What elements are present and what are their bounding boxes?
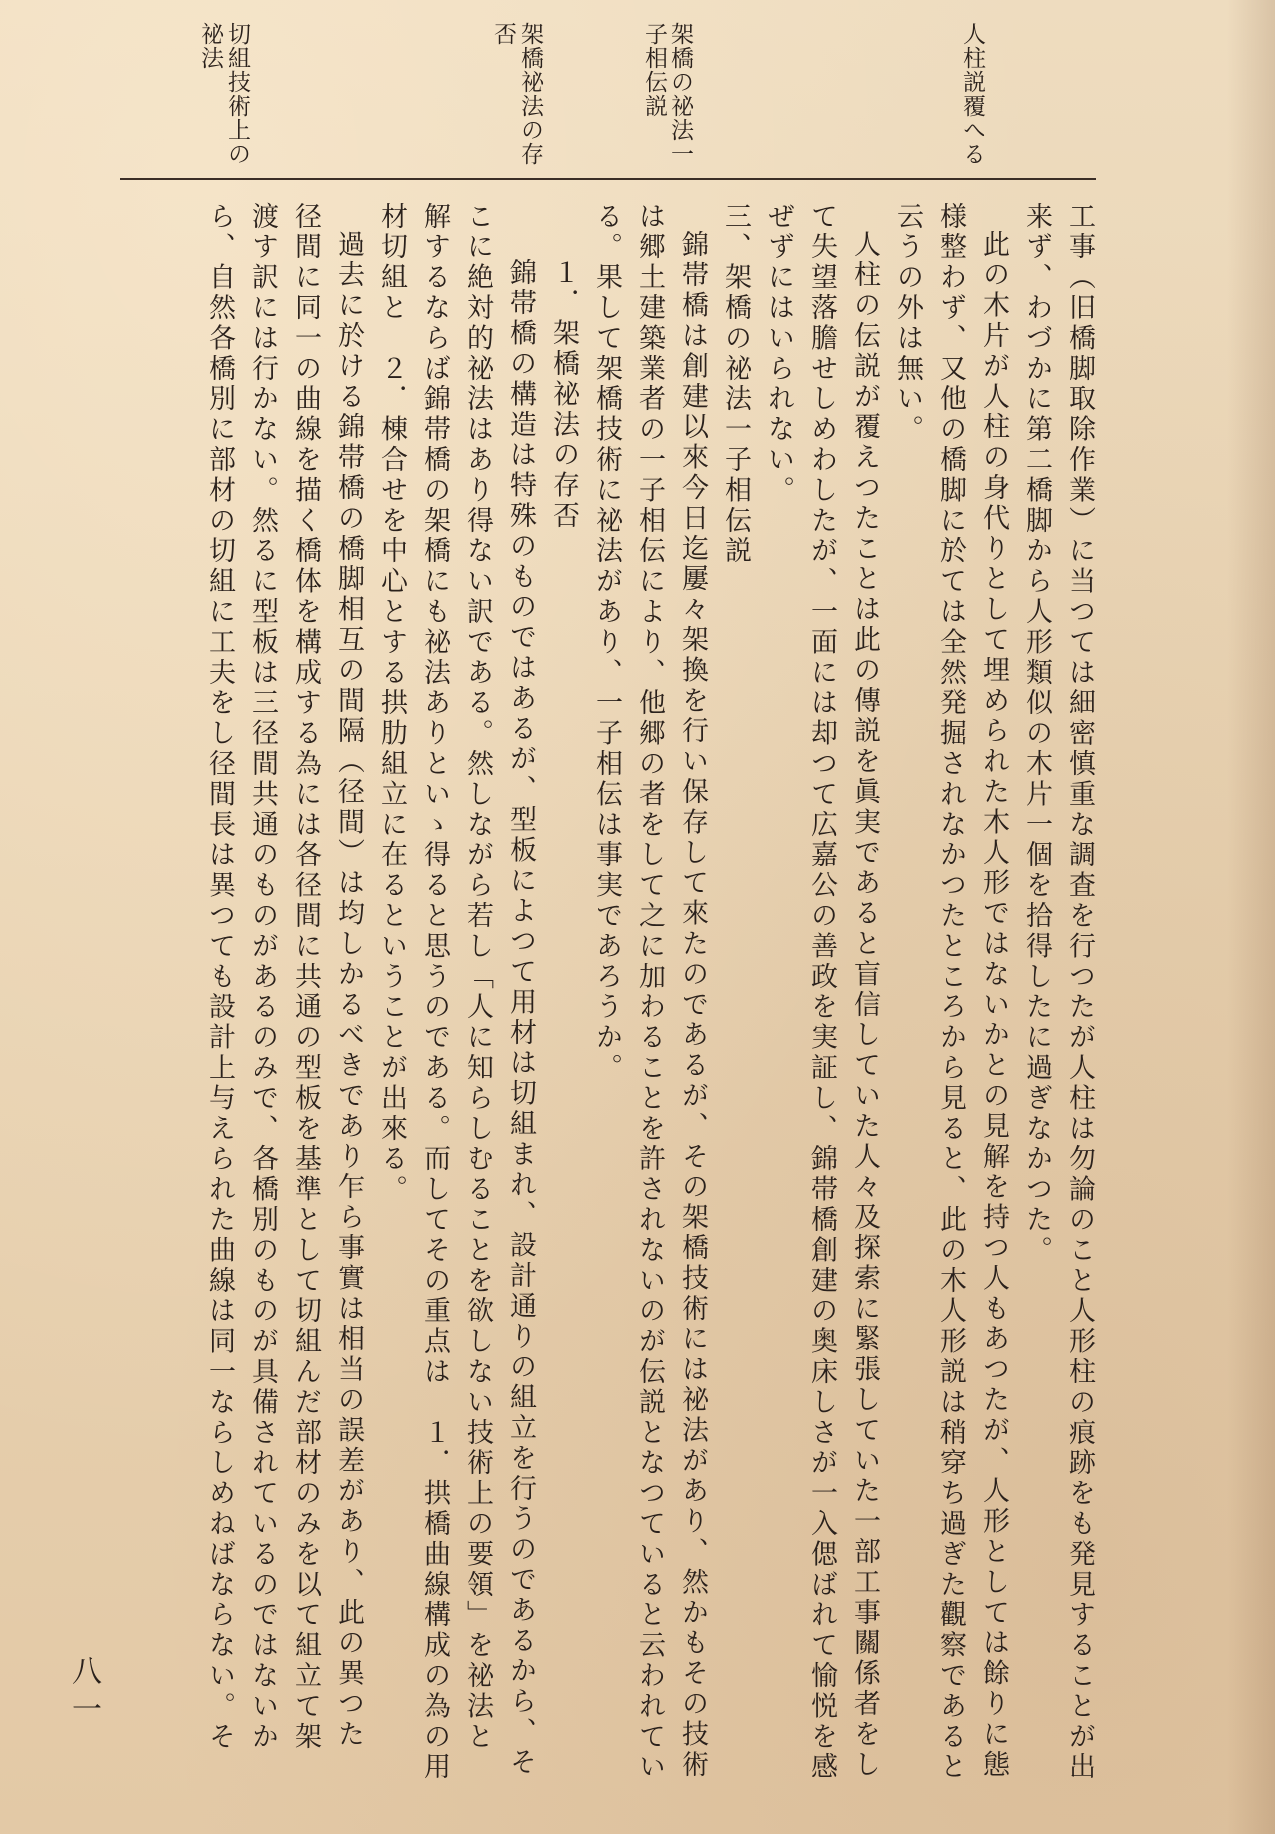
heading-cutting-technique-2: 祕法 <box>197 22 223 70</box>
body-column-7: て失望落膽せしめわしたが、一面には却つて広嘉公の善政を実証し、錦帯橋創建の奥床しさが一入偲ばれて愉悦を感 <box>806 202 837 1783</box>
body-column-2: 来ず、わづかに第二橋脚から人形類似の木片一個を拾得したに過ぎなかつた。 <box>1021 202 1052 1266</box>
body-column-17: 材切組と ２．棟合せを中心とする拱肋組立に在るということが出來る。 <box>376 202 407 1206</box>
body-column-11: は郷土建築業者の一子相伝により、他郷の者をして之に加わることを許されないのが伝説となつていると云われてい <box>634 202 665 1783</box>
heading-secret-existence-2: 否 <box>490 22 516 46</box>
body-column-18: 過去に於ける錦帯橋の橋脚相互の間隔（径間）は均しかるべきであり乍ら事實は相当の誤差があり、此の異つた <box>333 230 364 1750</box>
body-column-16: 解するならば錦帯橋の架橋にも祕法ありといゝ得ると思うのである。而してその重点は １．拱橋曲線構成の為の用 <box>419 202 450 1783</box>
heading-secret-method-1: 架橋の祕法一 <box>667 22 693 166</box>
body-column-20: 渡す訳には行かない。然るに型板は三径間共通のものがあるのみで、各橋別のものが具備されているのではないか <box>247 202 278 1753</box>
heading-secret-method-2: 子相伝説 <box>641 22 667 118</box>
body-column-5: 云うの外は無い。 <box>892 202 923 446</box>
body-column-1: 工事（旧橋脚取除作業）に当つては細密慎重な調査を行つたが人柱は勿論のこと人形柱の痕跡をも発見することが出 <box>1064 202 1095 1783</box>
section-heading-three: 三、架橋の祕法一子相伝説 <box>720 202 751 567</box>
page-number: 八一 <box>66 1655 101 1731</box>
body-column-10: 錦帯橋は創建以來今日迄屢々架換を行い保存して來たのであるが、その架橋技術には祕法があり、然かもその技術 <box>677 230 708 1781</box>
heading-secret-existence-1: 架橋祕法の存 <box>517 22 543 166</box>
body-column-6: 人柱の伝説が覆えつたことは此の傳説を眞実であると盲信していた人々及探索に緊張していた一部工事關係者をし <box>849 230 880 1781</box>
header-divider-rule <box>120 178 1096 180</box>
heading-human-pillar: 人柱説覆へる <box>959 22 985 166</box>
body-column-14: 錦帯橋の構造は特殊のものではあるが、型板によつて用材は切組まれ、設計通りの組立を行うのであるから、そ <box>505 258 536 1778</box>
page-gutter-shadow <box>1227 0 1275 1834</box>
body-column-3: 此の木片が人柱の身代りとして埋められた木人形ではないかとの見解を持つ人もあつたが、人形としては餘りに態 <box>978 230 1009 1781</box>
body-column-12: る。果して架橋技術に祕法があり、一子相伝は事実であろうか。 <box>591 202 622 1084</box>
body-column-21: ら、自然各橋別に部材の切組に工夫をし径間長は異つても設計上与えられた曲線は同一ならしめねばならない。そ <box>204 202 235 1753</box>
body-column-4: 様整わず、又他の橋脚に於ては全然発掘されなかつたところから見ると、此の木人形説は稍穿ち過ぎた觀察であると <box>935 202 966 1783</box>
subsection-heading-one: １．架橋祕法の存否 <box>548 258 579 532</box>
body-column-19: 径間に同一の曲線を描く橋体を構成する為には各径間に共通の型板を基準として切組んだ部材のみを以て組立て架 <box>290 202 321 1753</box>
body-column-15: こに絶対的祕法はあり得ない訳である。然しながら若し「人に知らしむることを欲しない技術上の要領」を祕法と <box>462 202 493 1753</box>
body-column-8: ぜずにはいられない。 <box>763 202 794 506</box>
heading-cutting-technique-1: 切組技術上の <box>224 22 250 166</box>
